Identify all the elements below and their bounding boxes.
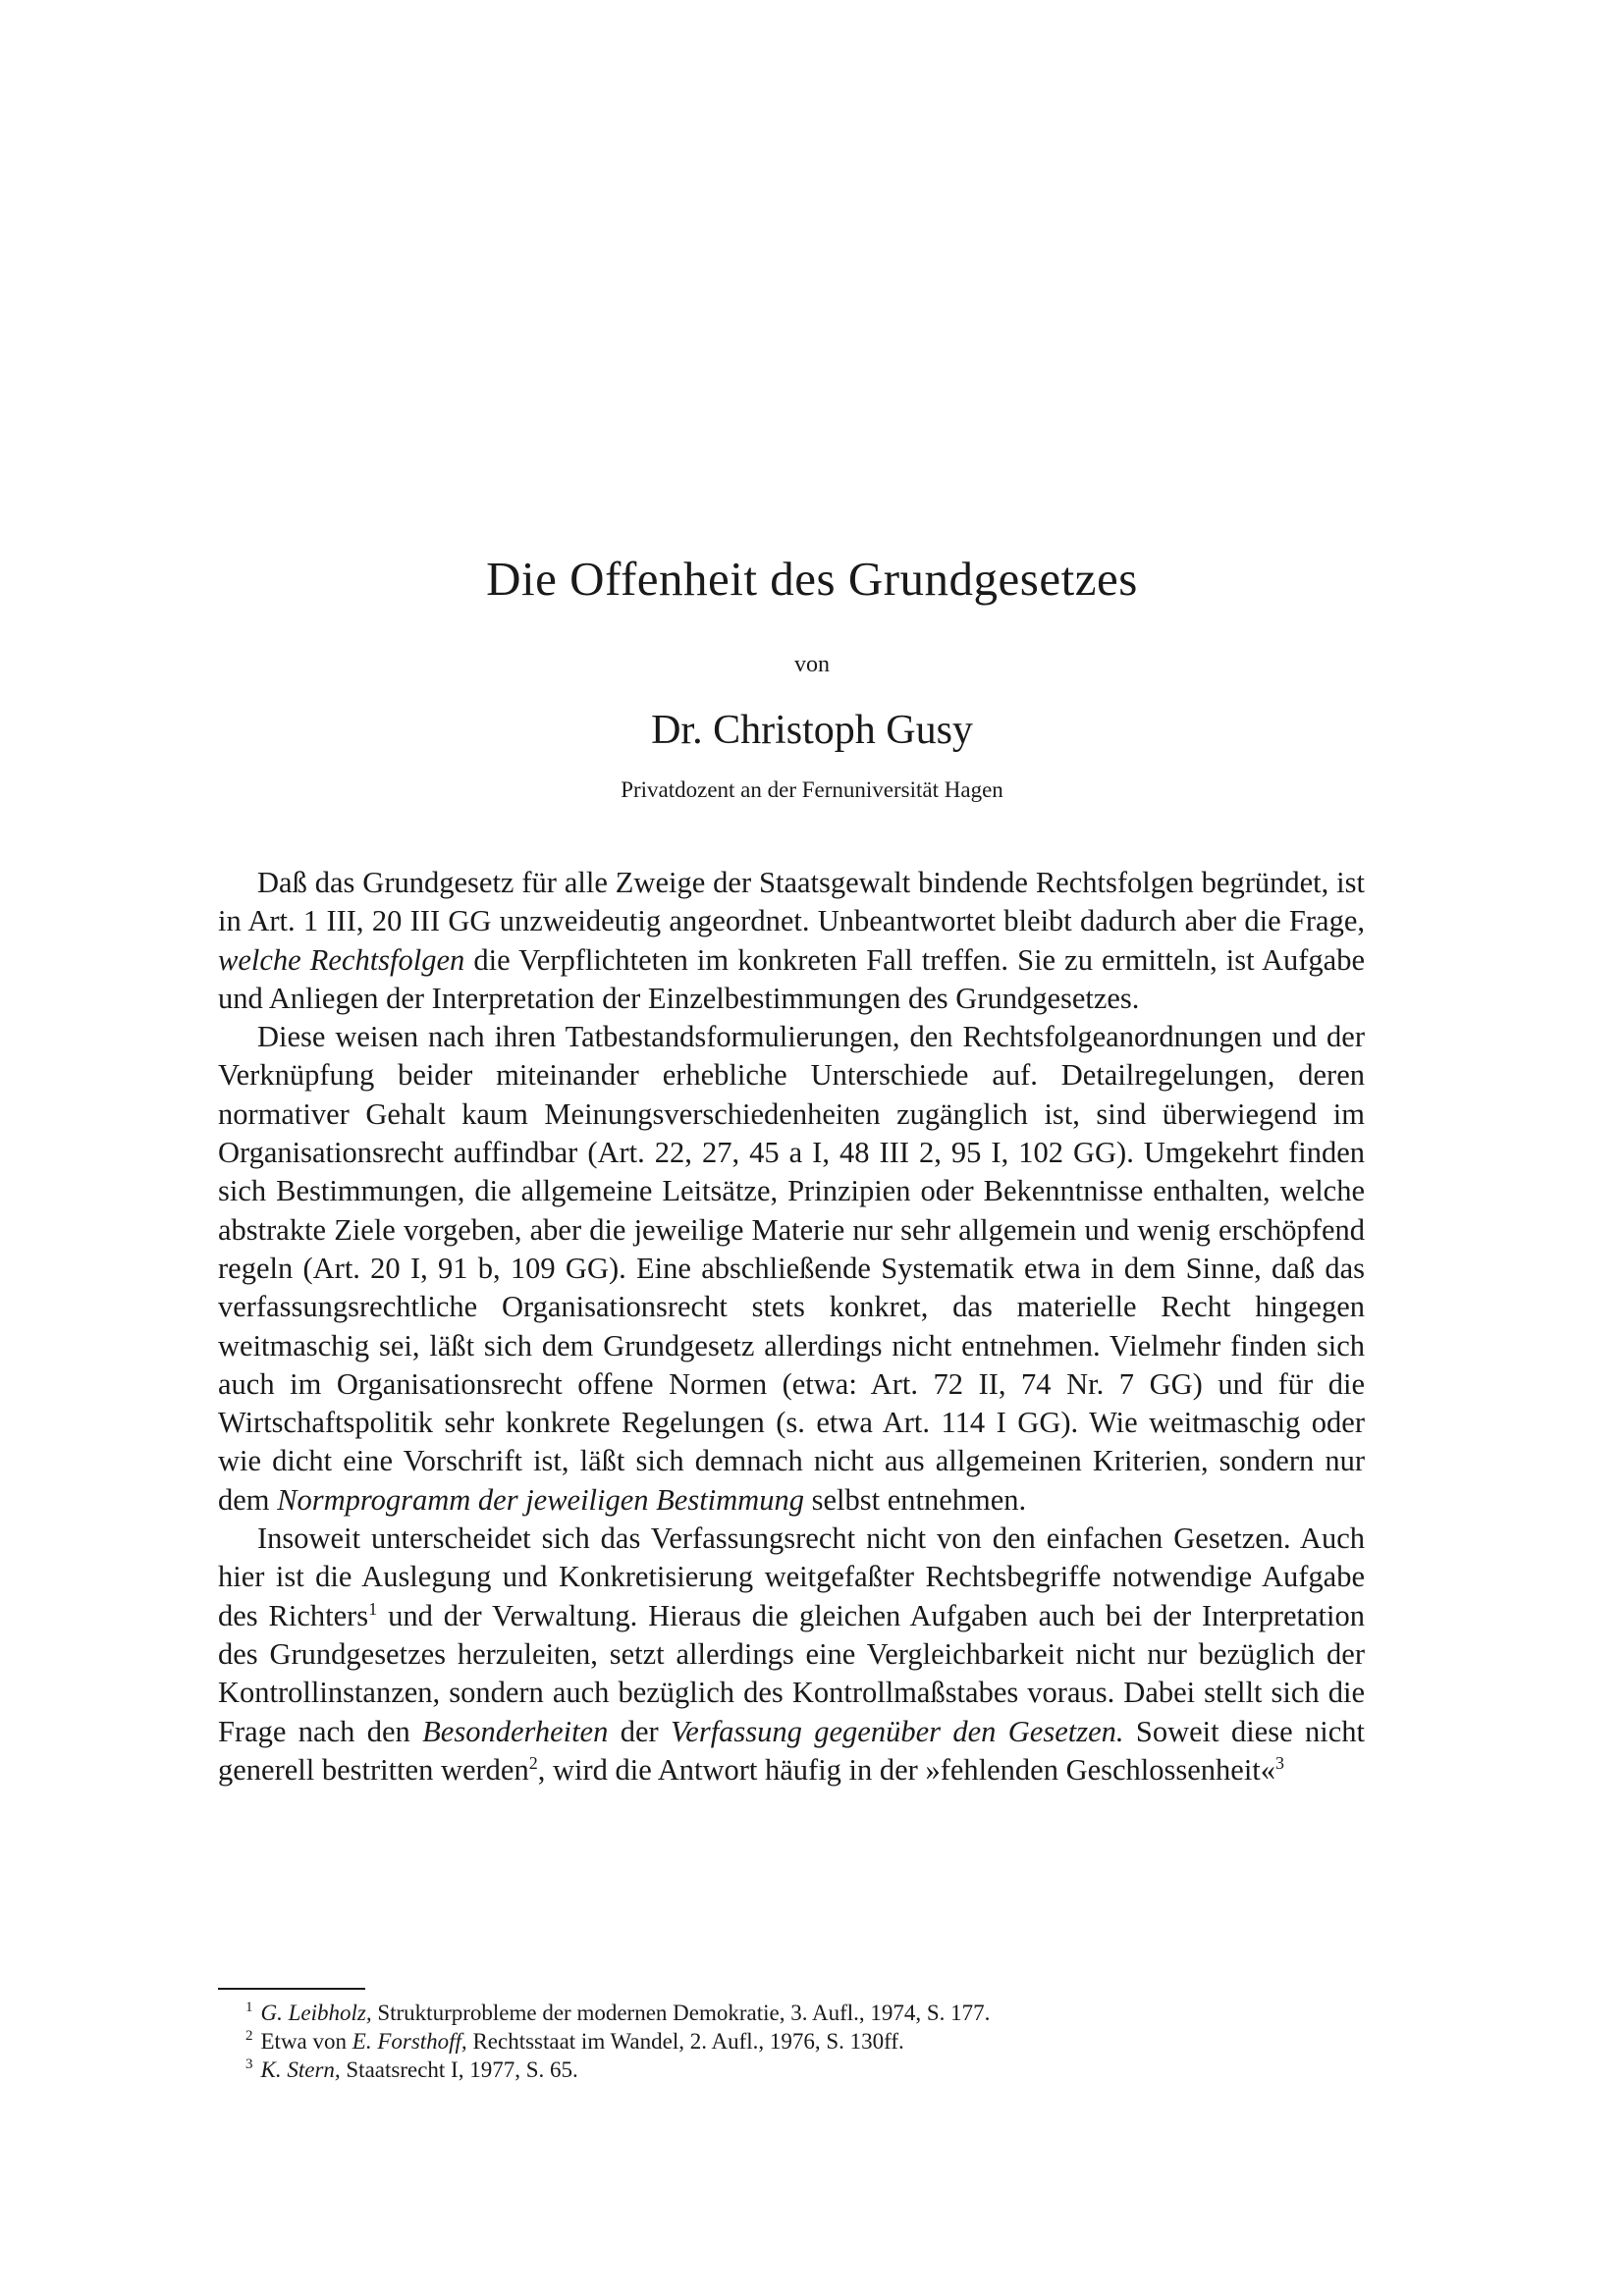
paragraph-1-text-a: Daß das Grundgesetz für alle Zweige der Staatsgewalt bindende Rechtsfolgen begründet, ist in Art. 1 III, 20 III GG unzweideutig angeordnet. Unbeantwortet bleibt dadurch aber die Frage, (218, 866, 1365, 938)
footnote-author: G. Leibholz, (260, 2001, 372, 2025)
body-text (218, 864, 1365, 1789)
paragraph-3 (218, 1520, 1365, 1789)
footnote-2 (218, 2027, 1365, 2056)
footnote-ref-1[interactable]: 1 (368, 1598, 378, 1619)
paragraph-1-emphasis: welche Rechtsfolgen (218, 942, 465, 977)
paragraph-3-emphasis-2: Verfassung gegenüber den Gesetzen. (671, 1714, 1124, 1748)
paragraph-3-text-d: Soweit diese nicht generell bestritten werden (218, 1714, 1365, 1787)
paragraph-3-text-a: Insoweit unterscheidet sich das Verfassungsrecht nicht von den einfachen Gesetzen. Auch hier ist die Auslegung und Konkretisierung weitgefaßter Rechtsbegriffe notwendige Aufgabe des Richters (218, 1522, 1365, 1632)
footnote-number: 1 (245, 2000, 253, 2016)
paragraph-3-text-c: der (608, 1714, 672, 1748)
author-affiliation: Privatdozent an der Fernuniversität Hagen (621, 777, 1003, 802)
footnote-number: 3 (245, 2056, 253, 2073)
paragraph-3-text-b: und der Verwaltung. Hieraus die gleichen Aufgaben auch bei der Interpretation des Grundgesetzes herzuleiten, setzt allerdings eine Vergleichbarkeit nicht nur bezüglich der Kontrollinstanzen, sondern auch bezüglich des Kontrollmaßstabes voraus. Dabei stellt sich die Frage nach den (218, 1598, 1365, 1748)
footnote-text: Rechtsstaat im Wandel, 2. Aufl., 1976, S. 130ff. (466, 2029, 904, 2054)
paragraph-1-text-b: die Verpflichteten im konkreten Fall treffen. Sie zu ermitteln, ist Aufgabe und Anliegen der Interpretation der Einzelbestimmungen des Grundgesetzes. (218, 942, 1365, 1015)
paragraph-3-emphasis-1: Besonderheiten (422, 1714, 609, 1748)
paragraph-2-text-a: Diese weisen nach ihren Tatbestandsformulierungen, den Rechtsfolgeanordnungen und der Verknüpfung beider miteinander erhebliche Unterschiede auf. Detailregelungen, deren normativer Gehalt kaum Meinungsverschiedenheiten zugänglich ist, sind überwiegend im Organisationsrecht auffindbar (Art. 22, 27, 45 a I, 48 III 2, 95 I, 102 GG). Umgekehrt finden sich Bestimmungen, die allgemeine Leitsätze, Prinzipien oder Bekenntnisse enthalten, welche abstrakte Ziele vorgeben, aber die jeweilige Materie nur sehr allgemein und wenig erschöpfend regeln (Art. 20 I, 91 b, 109 GG). Eine abschließende Systematik etwa in dem Sinne, daß das verfassungsrechtliche Organisationsrecht stets konkret, das materielle Recht hingegen weitmaschig sei, läßt sich dem Grundgesetz allerdings nicht entnehmen. Vielmehr finden sich auch im Organisationsrecht offene Normen (etwa: Art. 72 II, 74 Nr. 7 GG) und für die Wirtschaftspolitik sehr konkrete Regelungen (s. etwa Art. 114 I GG). Wie weitmaschig oder wie dicht eine Vorschrift ist, läßt sich demnach nicht aus allgemeinen Kriterien, sondern nur dem (218, 1020, 1365, 1517)
paragraph-2-text-b: selbst entnehmen. (803, 1482, 1027, 1517)
footnote-divider (218, 1988, 365, 1990)
footnote-prefix: Etwa von (260, 2029, 352, 2054)
paragraph-3-text-e: , wird die Antwort häufig in der »fehlenden Geschlossenheit« (537, 1752, 1276, 1787)
footnote-number: 2 (245, 2028, 253, 2045)
page-title: Die Offenheit des Grundgesetzes (486, 552, 1138, 606)
footnote-text: Strukturprobleme der modernen Demokratie, 3. Aufl., 1974, S. 177. (371, 2001, 991, 2025)
footnote-ref-3[interactable]: 3 (1275, 1752, 1285, 1773)
footnote-author: E. Forsthoff, (352, 2029, 467, 2054)
footnote-ref-2[interactable]: 2 (528, 1752, 538, 1773)
footnote-1 (218, 1999, 1365, 2027)
author-name: Dr. Christoph Gusy (651, 708, 973, 753)
footnote-3 (218, 2056, 1365, 2084)
paragraph-1 (218, 864, 1365, 1018)
footnotes (218, 1999, 1365, 2084)
footnote-author: K. Stern, (260, 2057, 341, 2082)
byline-von: von (794, 652, 830, 677)
paragraph-2 (218, 1018, 1365, 1520)
paragraph-2-emphasis: Normprogramm der jeweiligen Bestimmung (277, 1482, 804, 1517)
footnote-text: Staatsrecht I, 1977, S. 65. (340, 2057, 578, 2082)
